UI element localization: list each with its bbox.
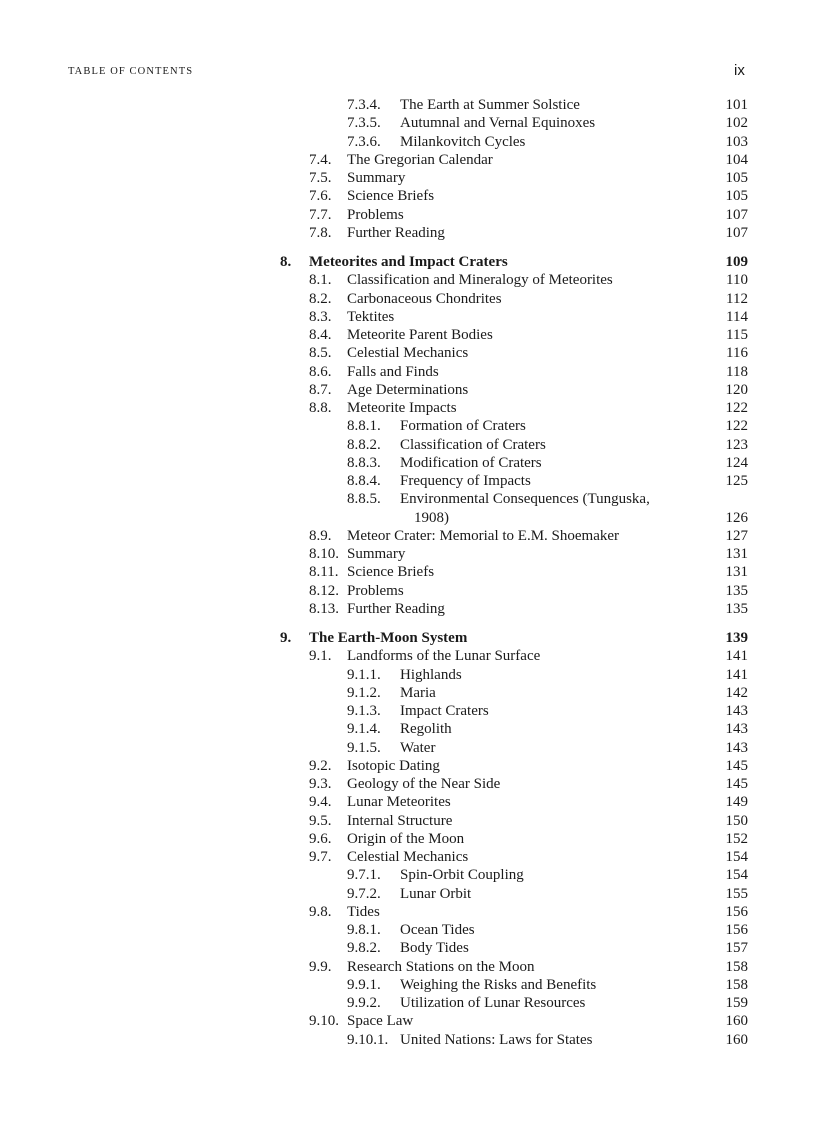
entry-page: 122: [725, 400, 748, 416]
entry-title: Environmental Consequences (Tunguska,: [400, 491, 650, 508]
entry-page: 160: [725, 1031, 748, 1048]
entry-title: Further Reading: [347, 600, 445, 617]
toc-section-entry: [0, 775, 816, 793]
entry-number: 8.11.: [309, 564, 339, 581]
entry-number: 7.4.: [309, 151, 332, 168]
toc-section-entry: [0, 363, 816, 381]
toc-section-entry: [0, 151, 816, 169]
toc-section-entry: [0, 290, 816, 308]
entry-page: 150: [725, 812, 748, 829]
toc-subsection-entry: [0, 739, 816, 757]
entry-page: 101: [725, 97, 748, 113]
entry-number: 9.2.: [309, 757, 332, 774]
entry-number: 9.9.2.: [347, 995, 381, 1011]
entry-title: Internal Structure: [347, 812, 453, 829]
page-number: ix: [734, 62, 745, 79]
toc-section-entry: [0, 848, 816, 866]
entry-number: 7.5.: [309, 170, 332, 186]
entry-page: 145: [725, 776, 748, 792]
table-of-contents: [0, 96, 816, 1049]
entry-number: 8.8.3.: [347, 454, 381, 471]
entry-title: Ocean Tides: [400, 922, 475, 938]
entry-number: 9.4.: [309, 794, 332, 811]
toc-subsection-entry: [0, 976, 816, 994]
entry-number: 8.: [280, 254, 292, 270]
entry-page: 122: [725, 418, 748, 435]
entry-number: 9.1.4.: [347, 721, 381, 738]
entry-number: 8.10.: [309, 546, 339, 562]
entry-title: Modification of Craters: [400, 454, 542, 471]
entry-title: Carbonaceous Chondrites: [347, 290, 502, 307]
entry-page: 141: [725, 666, 748, 683]
entry-number: 9.: [280, 630, 292, 646]
entry-title: Tides: [347, 903, 380, 920]
toc-section-entry: [0, 381, 816, 399]
entry-title: Meteor Crater: Memorial to E.M. Shoemaker: [347, 527, 620, 544]
entry-title: Age Determinations: [347, 381, 469, 398]
toc-section-entry: [0, 187, 816, 205]
entry-number: 7.7.: [309, 206, 332, 223]
entry-number: 9.9.: [309, 958, 332, 975]
entry-title: Classification of Craters: [400, 436, 546, 453]
entry-number: 9.7.: [309, 849, 332, 865]
toc-subsection-entry: [0, 702, 816, 720]
toc-subsection-entry: [0, 1031, 816, 1049]
entry-page: 131: [725, 546, 748, 562]
toc-chapter-entry: [0, 253, 816, 271]
entry-number: 8.2.: [309, 290, 332, 307]
entry-page: 123: [725, 436, 748, 453]
entry-number: 9.1.3.: [347, 703, 381, 719]
entry-number: 9.7.2.: [347, 885, 381, 902]
entry-number: 8.7.: [309, 381, 332, 398]
entry-page: 154: [725, 867, 748, 884]
entry-page: 156: [725, 922, 748, 938]
entry-title: Impact Craters: [400, 703, 489, 719]
entry-number: 9.8.: [309, 903, 332, 920]
entry-page: 109: [725, 254, 748, 270]
toc-subsection-entry: [0, 436, 816, 454]
entry-title: Weighing the Risks and Benefits: [400, 976, 597, 993]
entry-number: 7.3.5.: [347, 115, 381, 132]
entry-title: Research Stations on the Moon: [347, 958, 535, 975]
entry-page: 155: [725, 885, 748, 902]
entry-number: 9.1.2.: [347, 684, 381, 701]
toc-section-entry: [0, 582, 816, 600]
entry-title: Celestial Mechanics: [347, 849, 469, 865]
toc-section-entry: [0, 812, 816, 830]
toc-section-entry: [0, 830, 816, 848]
toc-section-entry: [0, 958, 816, 976]
toc-subsection-entry: [0, 684, 816, 702]
entry-number: 8.4.: [309, 327, 332, 343]
entry-title: Highlands: [400, 666, 462, 683]
toc-section-entry: [0, 600, 816, 618]
entry-page: 105: [725, 170, 748, 186]
toc-section-entry: [0, 903, 816, 921]
entry-page: 135: [725, 600, 748, 617]
toc-subsection-entry: [0, 994, 816, 1012]
entry-title: Meteorites and Impact Craters: [309, 254, 508, 270]
entry-title: Isotopic Dating: [347, 757, 440, 774]
toc-section-entry: [0, 545, 816, 563]
entry-title: Frequency of Impacts: [400, 473, 531, 489]
toc-subsection-entry: [0, 921, 816, 939]
entry-number: 9.8.1.: [347, 922, 381, 938]
toc-subsection-entry: [0, 866, 816, 884]
entry-page: 102: [725, 115, 748, 132]
toc-subsection-entry: [0, 454, 816, 472]
toc-section-entry: [0, 1012, 816, 1030]
entry-page: 116: [726, 345, 748, 362]
entry-number: 8.8.2.: [347, 436, 381, 453]
toc-subsection-entry: [0, 96, 816, 114]
entry-page: 125: [725, 473, 748, 489]
entry-page: 107: [725, 206, 748, 223]
toc-section-entry: [0, 326, 816, 344]
entry-page: 149: [725, 794, 748, 811]
entry-page: 142: [725, 684, 748, 701]
entry-title: Falls and Finds: [347, 363, 439, 380]
entry-title: Summary: [347, 546, 406, 562]
toc-entry-continuation: [0, 509, 816, 527]
entry-page: 103: [725, 133, 748, 150]
entry-number: 9.9.1.: [347, 976, 381, 993]
entry-page: 104: [725, 151, 748, 168]
entry-title: Celestial Mechanics: [347, 345, 469, 362]
entry-title: Origin of the Moon: [347, 830, 465, 847]
entry-title: The Earth-Moon System: [309, 630, 468, 646]
entry-title: The Earth at Summer Solstice: [400, 97, 580, 113]
entry-page: 120: [725, 381, 748, 398]
entry-page: 143: [725, 721, 748, 738]
entry-title: Regolith: [400, 721, 452, 738]
entry-page: 143: [725, 739, 748, 756]
entry-number: 9.10.1.: [347, 1031, 389, 1048]
entry-title: Utilization of Lunar Resources: [400, 995, 586, 1011]
toc-section-entry: [0, 647, 816, 665]
entry-title: Body Tides: [400, 940, 469, 957]
entry-number: 9.5.: [309, 812, 332, 829]
entry-title: Science Briefs: [347, 564, 435, 581]
toc-section-entry: [0, 563, 816, 581]
entry-title: United Nations: Laws for States: [400, 1031, 593, 1048]
entry-page: 112: [726, 290, 748, 307]
entry-title: 1908): [414, 509, 449, 526]
entry-page: 156: [725, 903, 748, 920]
entry-title: Summary: [347, 170, 406, 186]
entry-title: Autumnal and Vernal Equinoxes: [400, 115, 596, 132]
toc-chapter-entry: [0, 629, 816, 647]
toc-subsection-entry: [0, 490, 816, 508]
entry-title: Maria: [400, 684, 436, 701]
toc-section-entry: [0, 206, 816, 224]
entry-page: 107: [725, 224, 748, 241]
entry-page: 159: [725, 995, 748, 1011]
toc-section-entry: [0, 757, 816, 775]
entry-number: 9.3.: [309, 776, 332, 792]
entry-page: 157: [725, 940, 748, 957]
toc-subsection-entry: [0, 114, 816, 132]
entry-number: 8.1.: [309, 272, 332, 289]
entry-title: Meteorite Impacts: [347, 400, 457, 416]
entry-title: Water: [400, 739, 436, 756]
entry-number: 8.8.1.: [347, 418, 381, 435]
entry-number: 8.8.4.: [347, 473, 381, 489]
entry-number: 8.13.: [309, 600, 339, 617]
toc-section-entry: [0, 308, 816, 326]
entry-title: Space Law: [347, 1013, 414, 1030]
entry-number: 7.8.: [309, 224, 332, 241]
entry-page: 114: [726, 308, 748, 325]
entry-number: 8.6.: [309, 363, 332, 380]
toc-section-entry: [0, 224, 816, 242]
toc-section-entry: [0, 793, 816, 811]
entry-number: 9.7.1.: [347, 867, 381, 884]
entry-page: 158: [725, 958, 748, 975]
entry-page: 127: [725, 527, 748, 544]
entry-page: 145: [725, 757, 748, 774]
entry-number: 9.1.: [309, 648, 332, 665]
toc-subsection-entry: [0, 939, 816, 957]
toc-subsection-entry: [0, 885, 816, 903]
entry-number: 8.3.: [309, 308, 332, 325]
toc-subsection-entry: [0, 472, 816, 490]
entry-title: Formation of Craters: [400, 418, 526, 435]
entry-page: 105: [725, 188, 748, 205]
entry-title: Meteorite Parent Bodies: [347, 327, 493, 343]
entry-title: Problems: [347, 582, 404, 599]
entry-title: Geology of the Near Side: [347, 776, 501, 792]
toc-subsection-entry: [0, 417, 816, 435]
entry-title: Problems: [347, 206, 404, 223]
entry-number: 8.12.: [309, 582, 339, 599]
entry-number: 8.8.: [309, 400, 332, 416]
entry-page: 139: [725, 630, 748, 646]
entry-title: The Gregorian Calendar: [347, 151, 493, 168]
entry-title: Classification and Mineralogy of Meteorites: [347, 272, 613, 289]
entry-title: Lunar Orbit: [400, 885, 472, 902]
entry-page: 118: [726, 363, 748, 380]
entry-title: Milankovitch Cycles: [400, 133, 526, 150]
entry-number: 7.3.4.: [347, 97, 381, 113]
toc-section-entry: [0, 271, 816, 289]
entry-number: 8.8.5.: [347, 491, 381, 508]
toc-section-entry: [0, 527, 816, 545]
entry-page: 141: [725, 648, 748, 665]
toc-section-entry: [0, 169, 816, 187]
entry-page: 115: [726, 327, 748, 343]
entry-title: Further Reading: [347, 224, 445, 241]
entry-number: 9.1.1.: [347, 666, 381, 683]
entry-page: 135: [725, 582, 748, 599]
entry-page: 160: [725, 1013, 748, 1030]
entry-page: 143: [725, 703, 748, 719]
toc-section-entry: [0, 344, 816, 362]
entry-number: 8.5.: [309, 345, 332, 362]
entry-page: 110: [726, 272, 748, 289]
entry-title: Landforms of the Lunar Surface: [347, 648, 541, 665]
entry-number: 8.9.: [309, 527, 332, 544]
toc-subsection-entry: [0, 666, 816, 684]
entry-page: 154: [725, 849, 748, 865]
toc-section-entry: [0, 399, 816, 417]
entry-number: 9.6.: [309, 830, 332, 847]
entry-page: 158: [725, 976, 748, 993]
entry-number: 9.10.: [309, 1013, 339, 1030]
entry-number: 7.3.6.: [347, 133, 381, 150]
entry-page: 131: [725, 564, 748, 581]
toc-subsection-entry: [0, 133, 816, 151]
entry-page: 126: [725, 509, 748, 526]
entry-number: 7.6.: [309, 188, 332, 205]
running-head: TABLE OF CONTENTS: [68, 66, 194, 77]
toc-subsection-entry: [0, 720, 816, 738]
entry-page: 124: [725, 454, 748, 471]
entry-title: Lunar Meteorites: [347, 794, 451, 811]
entry-title: Tektites: [347, 308, 395, 325]
entry-page: 152: [725, 830, 748, 847]
entry-number: 9.8.2.: [347, 940, 381, 957]
entry-title: Science Briefs: [347, 188, 435, 205]
entry-title: Spin-Orbit Coupling: [400, 867, 524, 884]
entry-number: 9.1.5.: [347, 739, 381, 756]
